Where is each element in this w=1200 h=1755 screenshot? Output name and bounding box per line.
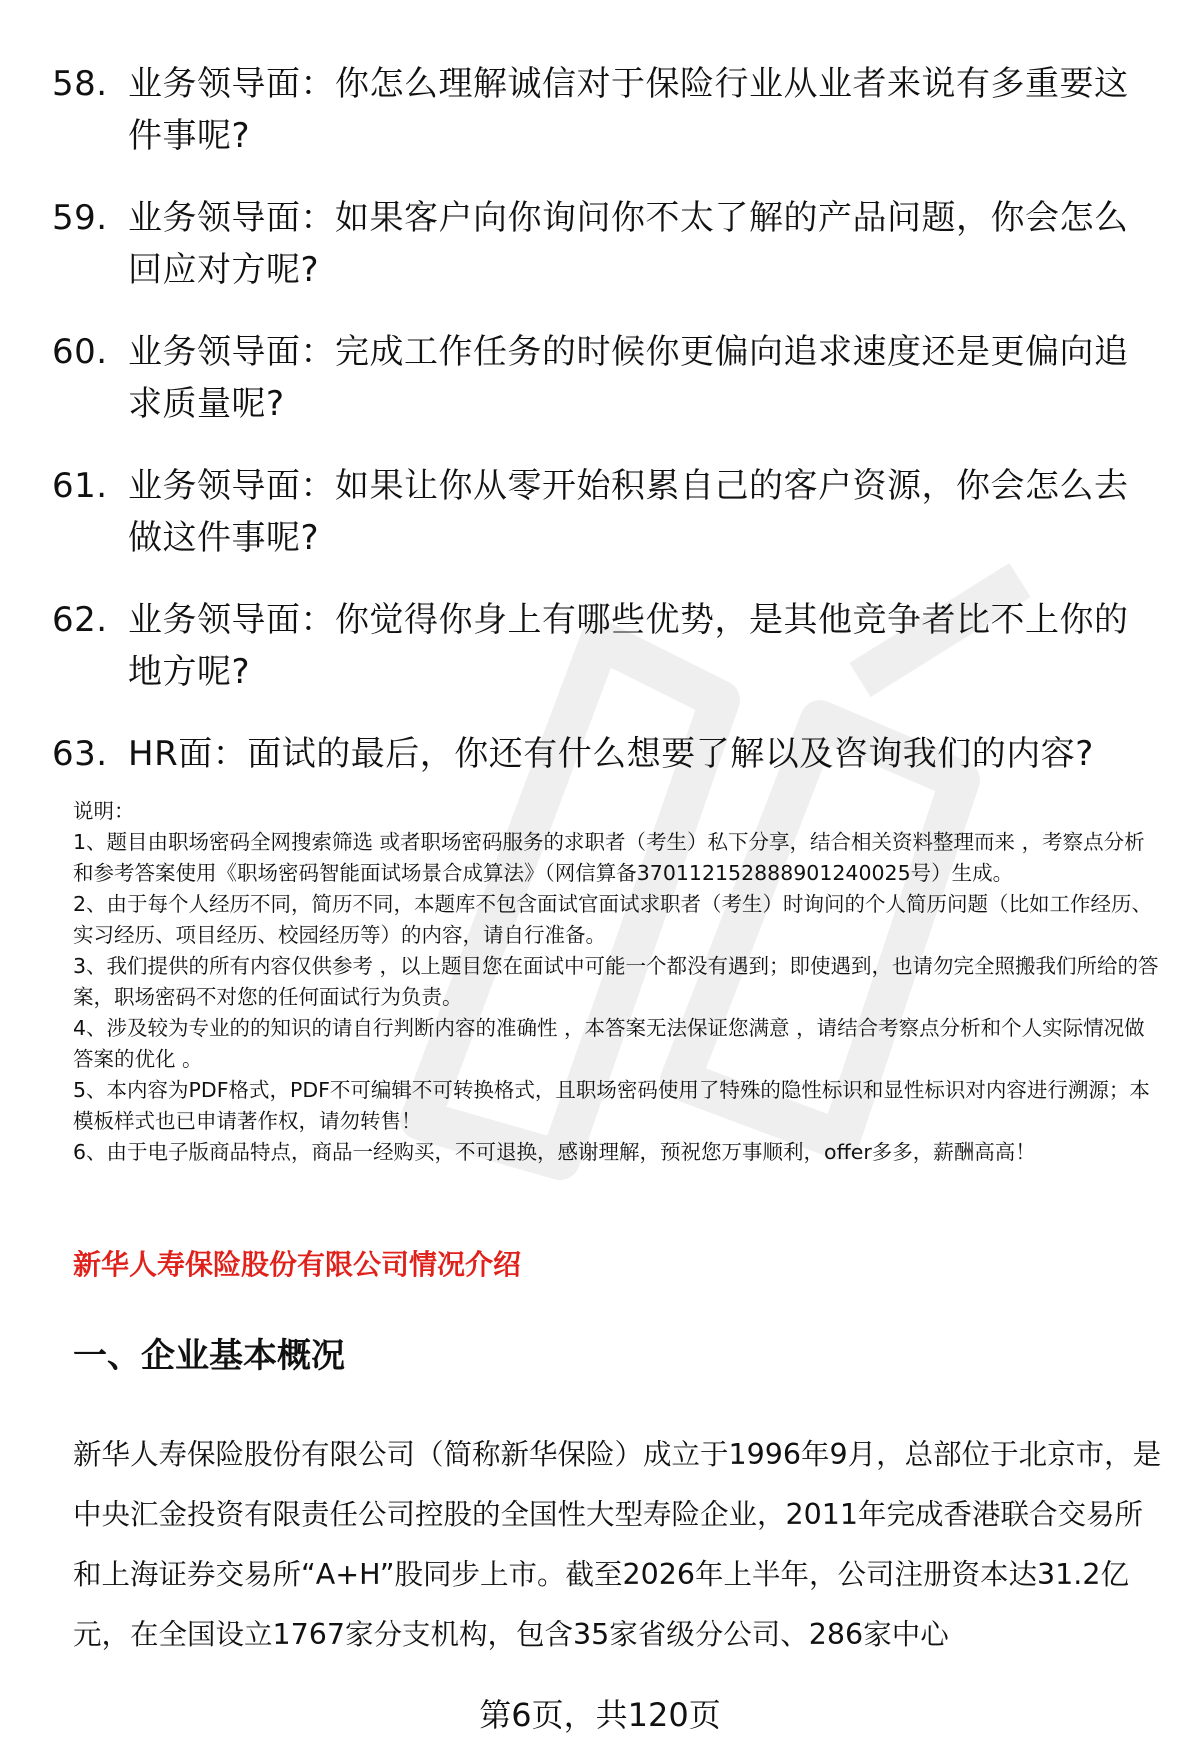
question-number: 61.: [52, 466, 108, 506]
page-footer: 第6页，共120页: [479, 1696, 721, 1734]
body-text: [73, 1425, 1165, 1665]
question-number: 58.: [52, 64, 108, 104]
question-item: [52, 594, 1152, 698]
question-list: [52, 58, 1152, 810]
question-number: 60.: [52, 332, 108, 372]
question-text: 业务领导面：如果让你从零开始积累自己的客户资源，你会怎么去做这件事呢?: [128, 466, 1129, 558]
question-item: [52, 192, 1152, 296]
question-text: 业务领导面：你怎么理解诚信对于保险行业从业者来说有多重要这件事呢?: [128, 64, 1129, 156]
note-item: 3、我们提供的所有内容仅供参考 ，以上题目您在面试中可能一个都没有遇到；即使遇到，也请勿完全照搬我们所给的答案，职场密码不对您的任何面试行为负责。: [73, 954, 1159, 1009]
question-text: 业务领导面：完成工作任务的时候你更偏向追求速度还是更偏向追求质量呢?: [128, 332, 1129, 424]
question-item: [52, 58, 1152, 162]
question-number: 59.: [52, 198, 108, 238]
note-item: 2、由于每个人经历不同，简历不同，本题库不包含面试官面试求职者（考生）时询问的个人简历问题（比如工作经历、实习经历、项目经历、校园经历等）的内容，请自行准备。: [73, 892, 1153, 947]
question-item: [52, 326, 1152, 430]
notes-heading: 说明：: [73, 799, 135, 823]
question-text: 业务领导面：如果客户向你询问你不太了解的产品问题，你会怎么回应对方呢?: [128, 198, 1129, 290]
note-item: 5、本内容为PDF格式，PDF不可编辑不可转换格式，且职场密码使用了特殊的隐性标识和显性标识对内容进行溯源；本模板样式也已申请著作权，请勿转售！: [73, 1078, 1150, 1133]
question-text: 业务领导面：你觉得你身上有哪些优势，是其他竞争者比不上你的地方呢?: [128, 600, 1129, 692]
company-title: 新华人寿保险股份有限公司情况介绍: [73, 1248, 522, 1281]
question-text: HR面：面试的最后，你还有什么想要了解以及咨询我们的内容?: [128, 734, 1094, 774]
question-number: 62.: [52, 600, 108, 640]
question-item: [52, 460, 1152, 564]
notes-block: [73, 796, 1163, 1168]
question-item: [52, 728, 1152, 780]
section-title: 一、企业基本概况: [73, 1336, 345, 1376]
question-number: 63.: [52, 734, 108, 774]
body-paragraph: 新华人寿保险股份有限公司（简称新华保险）成立于1996年9月，总部位于北京市，是中央汇金投资有限责任公司控股的全国性大型寿险企业，2011年完成香港联合交易所和上海证券交易所“A+H”股同步上市。截至2026年上半年，公司注册资本达31.2亿元，在全国设立1767家分支机构，包含35家省级分公司、286家中心: [73, 1438, 1162, 1651]
note-item: 1、题目由职场密码全网搜索筛选 或者职场密码服务的求职者（考生）私下分享，结合相关资料整理而来 ，考察点分析和参考答案使用《职场密码智能面试场景合成算法》（网信算备370112152888901240025号）生成。: [73, 830, 1145, 885]
note-item: 6、由于电子版商品特点，商品一经购买，不可退换，感谢理解，预祝您万事顺利，offer多多，薪酬高高！: [73, 1140, 1036, 1164]
note-item: 4、涉及较为专业的的知识的请自行判断内容的准确性 ，本答案无法保证您满意 ，请结合考察点分析和个人实际情况做答案的优化 。: [73, 1016, 1145, 1071]
